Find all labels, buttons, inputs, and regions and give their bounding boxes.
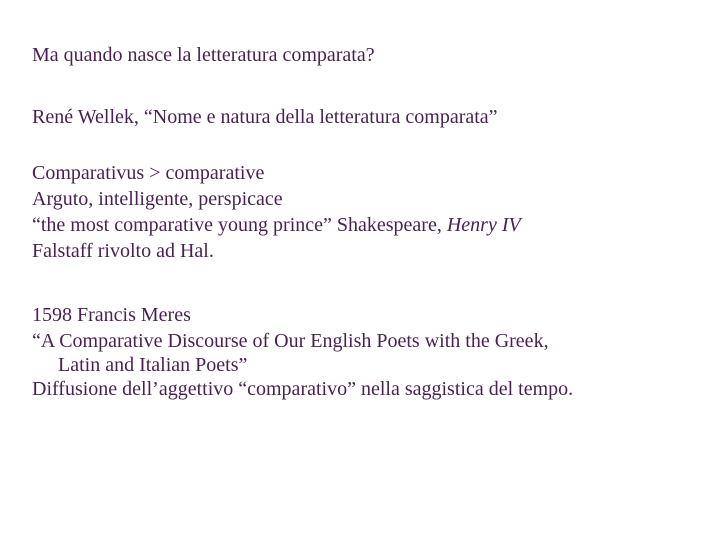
- reference-text: René Wellek, “Nome e natura della letteratura comparata”: [32, 106, 498, 128]
- etymology-line-1: Comparativus > comparative: [32, 162, 265, 184]
- question-text: Ma quando nasce la letteratura comparata?: [32, 44, 375, 66]
- meres-line-1: 1598 Francis Meres: [32, 304, 191, 326]
- etymology-line-4: Falstaff rivolto ad Hal.: [32, 240, 214, 262]
- meres-line-3: Diffusione dell’aggettivo “comparativo” nella saggistica del tempo.: [32, 378, 574, 400]
- slide-question: [32, 42, 375, 68]
- etymology-line-2: Arguto, intelligente, perspicace: [32, 188, 283, 210]
- meres-line-2: “A Comparative Discourse of Our English Poets with the Greek,: [32, 330, 549, 352]
- etymology-line-3: [32, 212, 521, 238]
- shakespeare-quote: “the most comparative young prince” Shakespeare,: [32, 214, 447, 236]
- meres-line-2-continued: Latin and Italian Poets”: [58, 354, 248, 376]
- meres-block: [32, 302, 573, 402]
- etymology-block: [32, 160, 521, 264]
- play-title: Henry IV: [446, 214, 521, 236]
- slide-reference: [32, 104, 498, 130]
